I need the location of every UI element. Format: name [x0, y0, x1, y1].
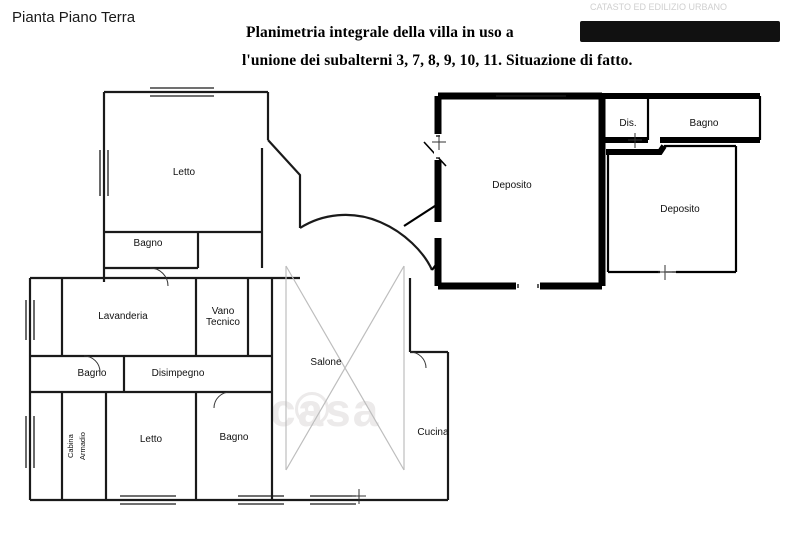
room-label-salone: Salone	[310, 357, 342, 368]
header-line-1: Planimetria integrale della villa in uso a	[246, 24, 514, 41]
room-label-deposito-center: Deposito	[492, 180, 532, 191]
room-label-disimpegno: Disimpegno	[151, 368, 205, 379]
room-label-vano-tecnico-line2: Tecnico	[206, 317, 240, 328]
header-line-2: l'unione dei subalterni 3, 7, 8, 9, 10, 11. Situazione di fatto.	[242, 52, 633, 69]
room-label-vano-tecnico-line1: Vano	[211, 306, 235, 317]
room-label-lavanderia: Lavanderia	[98, 311, 148, 322]
room-label-letto-bottom: Letto	[139, 434, 163, 445]
page-title: Pianta Piano Terra	[12, 9, 136, 26]
room-label-cucina: Cucina	[417, 427, 449, 438]
faint-scan-header: CATASTO ED EDILIZIO URBANO	[590, 2, 728, 12]
watermark-text: casa	[270, 384, 381, 436]
room-label-dis: Dis.	[619, 118, 637, 129]
room-label-cabina-armadio-line1: Cabina	[66, 434, 75, 458]
room-label-bagno-bottom: Bagno	[219, 432, 249, 443]
room-label-bagno-left: Bagno	[77, 368, 107, 379]
room-label-bagno-right: Bagno	[689, 118, 719, 129]
room-label-bagno-top: Bagno	[133, 238, 163, 249]
room-label-deposito-right: Deposito	[660, 204, 700, 215]
room-label-letto-top: Letto	[172, 167, 196, 178]
room-label-cabina-armadio-line2: Armadio	[78, 432, 87, 460]
